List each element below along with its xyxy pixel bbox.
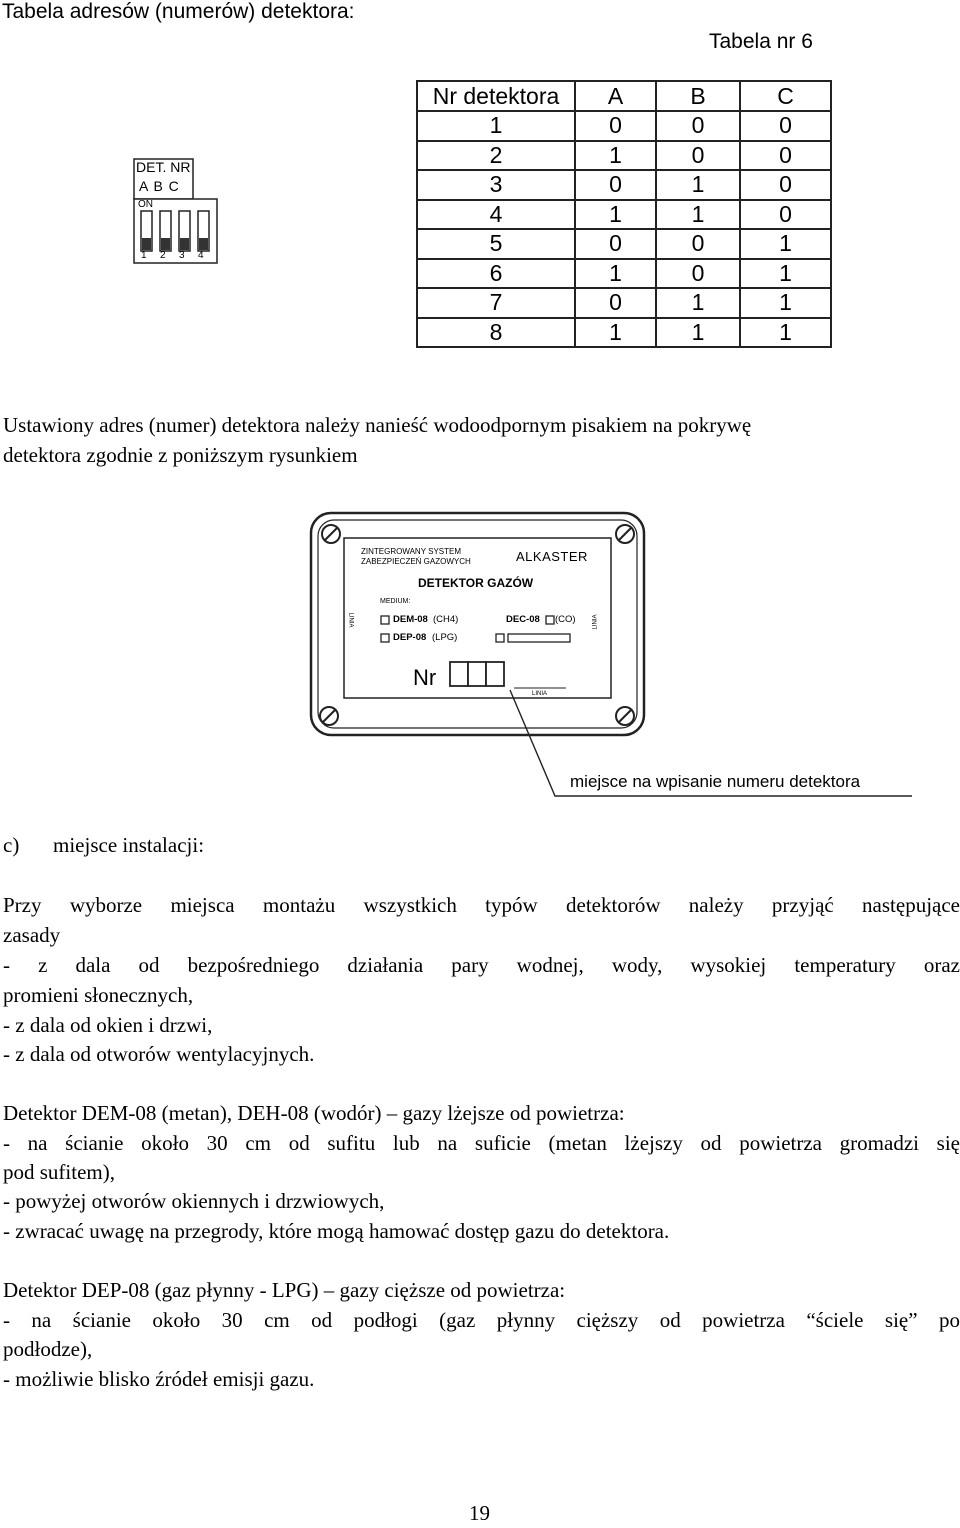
table-cell: 1 [740, 288, 831, 318]
para2-line1: Detektor DEM-08 (metan), DEH-08 (wodór) – gazy lżejsze od powietrza: [3, 1101, 625, 1125]
table-cell: 6 [417, 259, 575, 289]
dip-on-label: ON [138, 199, 153, 210]
para1-line2: zasady [3, 923, 61, 947]
para1-line4: promieni słonecznych, [3, 983, 194, 1007]
instruction-line2: detektora zgodnie z poniższym rysunkiem [3, 443, 358, 467]
table-row [417, 229, 831, 259]
table-cell: 1 [575, 259, 656, 289]
table-cell: 0 [740, 170, 831, 200]
nr-label: Nr [413, 665, 437, 690]
linia-label-right: LINIA [592, 614, 599, 630]
para3-line4: - możliwie blisko źródeł emisji gazu. [3, 1367, 315, 1391]
table-cell: 1 [417, 111, 575, 141]
dip-switch-illustration [133, 158, 218, 264]
para1-line6: - z dala od otworów wentylacyjnych. [3, 1042, 315, 1066]
para1-line3: - z dala od bezpośredniego działania pary wodnej, wody, wysokiej temperatury oraz [3, 953, 960, 977]
table-row [417, 141, 831, 171]
table-cell: 2 [417, 141, 575, 171]
para3-line1: Detektor DEP-08 (gaz płynny - LPG) – gazy cięższe od powietrza: [3, 1278, 566, 1302]
table-row [417, 200, 831, 230]
dip-number-1: 1 [141, 250, 147, 261]
option-dem08-gas: (CH4) [433, 614, 459, 625]
instruction-line1: Ustawiony adres (numer) detektora należy nanieść wodoodpornym pisakiem na pokrywę [3, 413, 752, 437]
table-cell: 8 [417, 318, 575, 348]
section-c-title: miejsce instalacji: [53, 833, 205, 857]
table-cell: 0 [575, 170, 656, 200]
dip-number-3: 3 [179, 250, 185, 261]
table-cell: 1 [656, 200, 740, 230]
para2-line5: - zwracać uwagę na przegrody, które mogą hamować dostęp gazu do detektora. [3, 1219, 670, 1243]
table-cell: 1 [656, 318, 740, 348]
table-cell: 0 [740, 141, 831, 171]
table-cell: 0 [575, 111, 656, 141]
callout-text: miejsce na wpisanie numeru detektora [570, 772, 861, 791]
table-row [417, 318, 831, 348]
table-cell: 5 [417, 229, 575, 259]
table-caption: Tabela nr 6 [709, 30, 813, 53]
screw-bottom-left [320, 707, 338, 725]
table-row [417, 288, 831, 318]
table-row [417, 111, 831, 141]
para2-line4: - powyżej otworów okiennych i drzwiowych, [3, 1189, 385, 1213]
dip-label-line2: A B C [139, 178, 180, 194]
table-cell: 0 [740, 200, 831, 230]
dip-label-line1: DET. NR [136, 159, 191, 175]
system-line2: ZABEZPIECZEŃ GAZOWYCH [361, 557, 471, 566]
table-cell: 7 [417, 288, 575, 318]
table-cell: 1 [575, 318, 656, 348]
header-a: A [575, 81, 656, 111]
option-dep08: DEP-08 [393, 632, 427, 643]
option-dem08: DEM-08 [393, 614, 428, 625]
table-cell: 1 [656, 170, 740, 200]
table-cell: 0 [575, 288, 656, 318]
medium-label: MEDIUM: [380, 598, 411, 605]
para3-line3: podłodze), [3, 1337, 93, 1361]
device-title: DETEKTOR GAZÓW [418, 576, 534, 590]
table-cell: 3 [417, 170, 575, 200]
linia-label-bottom: LINIA [532, 691, 548, 697]
table-cell: 1 [740, 259, 831, 289]
table-cell: 0 [656, 141, 740, 171]
table-cell: 0 [575, 229, 656, 259]
screw-top-right [616, 525, 634, 543]
header-nr-detektora: Nr detektora [417, 81, 575, 111]
address-table [416, 80, 832, 348]
table-cell: 1 [740, 229, 831, 259]
dip-number-2: 2 [160, 250, 166, 261]
para3-line2: - na ścianie około 30 cm od podłogi (gaz płynny cięższy od powietrza “ściele się” po [3, 1308, 960, 1332]
table-cell: 0 [740, 111, 831, 141]
table-cell: 0 [656, 259, 740, 289]
header-b: B [656, 81, 740, 111]
header-c: C [740, 81, 831, 111]
table-header-row [417, 81, 831, 111]
screw-top-left [322, 525, 340, 543]
page-number: 19 [469, 1501, 490, 1525]
option-dep08-gas: (LPG) [432, 632, 458, 643]
table-cell: 4 [417, 200, 575, 230]
system-line1: ZINTEGROWANY SYSTEM [361, 547, 462, 556]
brand-logo: ALKASTER [516, 549, 588, 564]
table-row [417, 259, 831, 289]
table-cell: 1 [575, 141, 656, 171]
section-c-marker: c) [3, 833, 20, 857]
option-dec08-gas: (CO) [555, 614, 576, 625]
para2-line2: - na ścianie około 30 cm od sufitu lub na suficie (metan lżejszy od powietrza gromadzi się [3, 1131, 960, 1155]
para1-line5: - z dala od okien i drzwi, [3, 1013, 213, 1037]
table-cell: 0 [656, 111, 740, 141]
table-cell: 0 [656, 229, 740, 259]
table-row [417, 170, 831, 200]
para1-line1: Przy wyborze miejsca montażu wszystkich typów detektorów należy przyjąć następujące [3, 893, 960, 917]
table-cell: 1 [575, 200, 656, 230]
dip-number-4: 4 [198, 250, 204, 261]
table-cell: 1 [740, 318, 831, 348]
linia-label-left: LINIA [347, 612, 354, 628]
table-cell: 1 [656, 288, 740, 318]
para2-line3: pod sufitem), [3, 1160, 115, 1184]
option-dec08: DEC-08 [506, 614, 540, 625]
section-title: Tabela adresów (numerów) detektora: [2, 0, 355, 23]
